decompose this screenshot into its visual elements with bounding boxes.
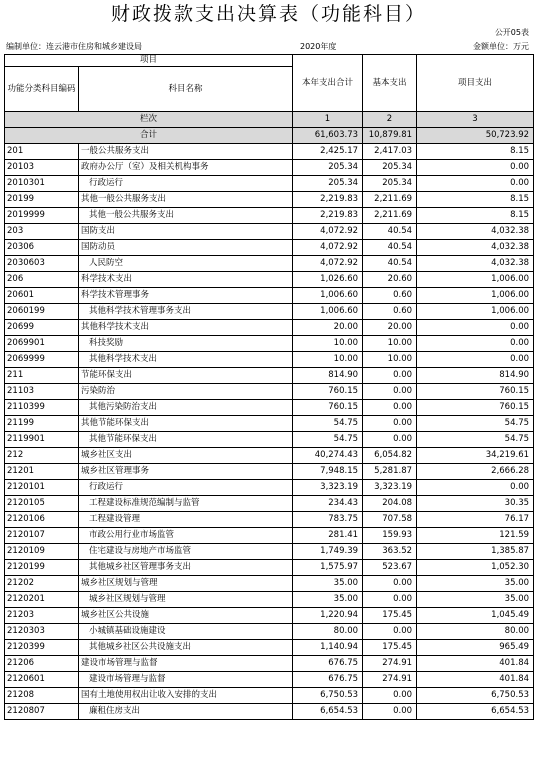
row-code: 21202 <box>5 576 79 592</box>
row-project: 760.15 <box>417 400 534 416</box>
row-name: 其他科学技术管理事务支出 <box>79 304 293 320</box>
header-code: 功能分类科目编码 <box>5 67 79 112</box>
row-name: 其他城乡社区公共设施支出 <box>79 640 293 656</box>
row-total: 7,948.15 <box>293 464 363 480</box>
row-basic: 159.93 <box>363 528 417 544</box>
table-row <box>5 160 534 176</box>
row-project: 4,032.38 <box>417 240 534 256</box>
row-basic: 2,417.03 <box>363 144 417 160</box>
row-total: 4,072.92 <box>293 224 363 240</box>
row-total: 35.00 <box>293 576 363 592</box>
table-row <box>5 672 534 688</box>
row-basic: 0.00 <box>363 400 417 416</box>
row-project: 54.75 <box>417 432 534 448</box>
row-name: 其他一般公共服务支出 <box>79 192 293 208</box>
row-total: 205.34 <box>293 176 363 192</box>
row-name: 其他一般公共服务支出 <box>79 208 293 224</box>
row-name: 节能环保支出 <box>79 368 293 384</box>
money-unit: 金额单位：万元 <box>473 42 529 51</box>
row-code: 2119901 <box>5 432 79 448</box>
total-row <box>5 128 534 144</box>
row-basic: 10.00 <box>363 336 417 352</box>
header-basic: 基本支出 <box>363 55 417 112</box>
row-code: 2019999 <box>5 208 79 224</box>
row-name: 市政公用行业市场监管 <box>79 528 293 544</box>
row-project: 1,006.00 <box>417 272 534 288</box>
row-basic: 0.00 <box>363 384 417 400</box>
row-total: 1,220.94 <box>293 608 363 624</box>
row-total: 10.00 <box>293 336 363 352</box>
row-total: 54.75 <box>293 416 363 432</box>
row-total: 3,323.19 <box>293 480 363 496</box>
row-project: 1,385.87 <box>417 544 534 560</box>
row-total: 1,749.39 <box>293 544 363 560</box>
row-code: 21201 <box>5 464 79 480</box>
row-total: 234.43 <box>293 496 363 512</box>
table-row <box>5 528 534 544</box>
row-basic: 40.54 <box>363 256 417 272</box>
table-row <box>5 256 534 272</box>
row-project: 401.84 <box>417 656 534 672</box>
row-code: 2110399 <box>5 400 79 416</box>
table-row <box>5 592 534 608</box>
row-name: 其他城乡社区管理事务支出 <box>79 560 293 576</box>
table-row <box>5 192 534 208</box>
row-code: 201 <box>5 144 79 160</box>
table-row <box>5 480 534 496</box>
row-total: 1,140.94 <box>293 640 363 656</box>
row-project: 4,032.38 <box>417 256 534 272</box>
row-total: 205.34 <box>293 160 363 176</box>
row-basic: 0.00 <box>363 704 417 720</box>
row-code: 21103 <box>5 384 79 400</box>
row-code: 2060199 <box>5 304 79 320</box>
row-name: 一般公共服务支出 <box>79 144 293 160</box>
row-basic: 2,211.69 <box>363 192 417 208</box>
row-project: 2,666.28 <box>417 464 534 480</box>
table-row <box>5 576 534 592</box>
row-project: 0.00 <box>417 320 534 336</box>
row-basic: 40.54 <box>363 224 417 240</box>
header-row-project <box>5 55 534 67</box>
row-name: 城乡社区支出 <box>79 448 293 464</box>
row-basic: 0.60 <box>363 304 417 320</box>
row-total: 783.75 <box>293 512 363 528</box>
row-name: 其他科学技术支出 <box>79 352 293 368</box>
row-project: 4,032.38 <box>417 224 534 240</box>
row-project: 1,045.49 <box>417 608 534 624</box>
row-total: 676.75 <box>293 656 363 672</box>
row-code: 212 <box>5 448 79 464</box>
table-row <box>5 496 534 512</box>
row-total: 40,274.43 <box>293 448 363 464</box>
row-project: 1,006.00 <box>417 288 534 304</box>
row-total: 35.00 <box>293 592 363 608</box>
row-total: 2,425.17 <box>293 144 363 160</box>
row-name: 住宅建设与房地产市场监管 <box>79 544 293 560</box>
row-project: 6,654.53 <box>417 704 534 720</box>
row-project: 1,052.30 <box>417 560 534 576</box>
row-code: 2120201 <box>5 592 79 608</box>
row-name: 其他节能环保支出 <box>79 416 293 432</box>
total-label: 合计 <box>5 128 293 144</box>
row-code: 20306 <box>5 240 79 256</box>
row-basic: 0.00 <box>363 688 417 704</box>
row-total: 1,006.60 <box>293 304 363 320</box>
report-year: 2020年度 <box>300 42 337 51</box>
row-basic: 0.00 <box>363 592 417 608</box>
row-name: 行政运行 <box>79 480 293 496</box>
row-code: 21203 <box>5 608 79 624</box>
row-basic: 3,323.19 <box>363 480 417 496</box>
row-project: 54.75 <box>417 416 534 432</box>
table-row <box>5 352 534 368</box>
row-name: 污染防治 <box>79 384 293 400</box>
table-row <box>5 320 534 336</box>
row-project: 8.15 <box>417 192 534 208</box>
table-row <box>5 448 534 464</box>
row-name: 工程建设管理 <box>79 512 293 528</box>
row-basic: 0.00 <box>363 576 417 592</box>
row-basic: 20.60 <box>363 272 417 288</box>
row-total: 676.75 <box>293 672 363 688</box>
row-basic: 274.91 <box>363 672 417 688</box>
table-row <box>5 544 534 560</box>
row-code: 20103 <box>5 160 79 176</box>
report-title: 财政拨款支出决算表（功能科目） <box>110 3 426 25</box>
header-project-expense: 项目支出 <box>417 55 534 112</box>
row-code: 2120105 <box>5 496 79 512</box>
table-row <box>5 624 534 640</box>
row-basic: 205.34 <box>363 176 417 192</box>
row-project: 80.00 <box>417 624 534 640</box>
row-total: 1,575.97 <box>293 560 363 576</box>
row-code: 211 <box>5 368 79 384</box>
row-total: 760.15 <box>293 384 363 400</box>
row-project: 0.00 <box>417 336 534 352</box>
row-code: 2069901 <box>5 336 79 352</box>
header-name: 科目名称 <box>79 67 293 112</box>
table-row <box>5 560 534 576</box>
row-code: 20699 <box>5 320 79 336</box>
row-total: 80.00 <box>293 624 363 640</box>
row-code: 2120109 <box>5 544 79 560</box>
table-row <box>5 176 534 192</box>
row-code: 20601 <box>5 288 79 304</box>
table-row <box>5 400 534 416</box>
row-basic: 363.52 <box>363 544 417 560</box>
row-name: 建设市场管理与监督 <box>79 672 293 688</box>
row-total: 1,006.60 <box>293 288 363 304</box>
column-index-3: 3 <box>417 112 534 128</box>
row-project: 0.00 <box>417 352 534 368</box>
row-code: 2010301 <box>5 176 79 192</box>
row-basic: 20.00 <box>363 320 417 336</box>
row-code: 2120199 <box>5 560 79 576</box>
row-name: 城乡社区公共设施 <box>79 608 293 624</box>
row-project: 76.17 <box>417 512 534 528</box>
row-project: 0.00 <box>417 176 534 192</box>
table-row <box>5 368 534 384</box>
row-total: 4,072.92 <box>293 240 363 256</box>
row-basic: 0.00 <box>363 416 417 432</box>
row-code: 21208 <box>5 688 79 704</box>
table-row <box>5 304 534 320</box>
row-name: 建设市场管理与监督 <box>79 656 293 672</box>
row-name: 科学技术支出 <box>79 272 293 288</box>
row-project: 6,750.53 <box>417 688 534 704</box>
expenditure-table <box>4 54 534 720</box>
row-code: 2120107 <box>5 528 79 544</box>
column-index-row <box>5 112 534 128</box>
row-project: 965.49 <box>417 640 534 656</box>
table-row <box>5 704 534 720</box>
row-code: 20199 <box>5 192 79 208</box>
row-name: 廉租住房支出 <box>79 704 293 720</box>
row-total: 6,654.53 <box>293 704 363 720</box>
row-total: 814.90 <box>293 368 363 384</box>
table-row <box>5 288 534 304</box>
total-basic: 10,879.81 <box>363 128 417 144</box>
row-code: 2120399 <box>5 640 79 656</box>
row-project: 34,219.61 <box>417 448 534 464</box>
header-total: 本年支出合计 <box>293 55 363 112</box>
total-project: 50,723.92 <box>417 128 534 144</box>
table-row <box>5 416 534 432</box>
column-index-2: 2 <box>363 112 417 128</box>
row-basic: 523.67 <box>363 560 417 576</box>
header-project: 项目 <box>5 55 293 67</box>
row-project: 1,006.00 <box>417 304 534 320</box>
row-code: 21199 <box>5 416 79 432</box>
table-row <box>5 512 534 528</box>
row-code: 2030603 <box>5 256 79 272</box>
row-total: 760.15 <box>293 400 363 416</box>
row-total: 2,219.83 <box>293 192 363 208</box>
column-index-label: 栏次 <box>5 112 293 128</box>
row-code: 2120303 <box>5 624 79 640</box>
row-project: 814.90 <box>417 368 534 384</box>
row-name: 国防动员 <box>79 240 293 256</box>
table-row <box>5 224 534 240</box>
row-basic: 274.91 <box>363 656 417 672</box>
row-name: 科学技术管理事务 <box>79 288 293 304</box>
row-total: 6,750.53 <box>293 688 363 704</box>
row-name: 工程建设标准规范编制与监管 <box>79 496 293 512</box>
row-basic: 175.45 <box>363 608 417 624</box>
table-row <box>5 688 534 704</box>
table-row <box>5 240 534 256</box>
row-name: 人民防空 <box>79 256 293 272</box>
row-total: 20.00 <box>293 320 363 336</box>
row-basic: 5,281.87 <box>363 464 417 480</box>
table-row <box>5 640 534 656</box>
row-code: 21206 <box>5 656 79 672</box>
row-basic: 0.60 <box>363 288 417 304</box>
table-row <box>5 608 534 624</box>
row-total: 54.75 <box>293 432 363 448</box>
total-sum: 61,603.73 <box>293 128 363 144</box>
row-project: 8.15 <box>417 208 534 224</box>
row-project: 401.84 <box>417 672 534 688</box>
table-row <box>5 144 534 160</box>
table-row <box>5 432 534 448</box>
row-basic: 707.58 <box>363 512 417 528</box>
row-code: 203 <box>5 224 79 240</box>
row-basic: 175.45 <box>363 640 417 656</box>
row-name: 其他科学技术支出 <box>79 320 293 336</box>
row-basic: 205.34 <box>363 160 417 176</box>
row-name: 小城镇基础设施建设 <box>79 624 293 640</box>
row-basic: 0.00 <box>363 624 417 640</box>
row-basic: 6,054.82 <box>363 448 417 464</box>
row-code: 2120101 <box>5 480 79 496</box>
row-name: 城乡社区规划与管理 <box>79 592 293 608</box>
row-total: 1,026.60 <box>293 272 363 288</box>
row-project: 121.59 <box>417 528 534 544</box>
row-total: 10.00 <box>293 352 363 368</box>
row-name: 国有土地使用权出让收入安排的支出 <box>79 688 293 704</box>
form-number: 公开05表 <box>494 28 529 37</box>
row-project: 35.00 <box>417 576 534 592</box>
row-basic: 2,211.69 <box>363 208 417 224</box>
row-basic: 0.00 <box>363 368 417 384</box>
row-basic: 10.00 <box>363 352 417 368</box>
table-row <box>5 384 534 400</box>
row-code: 2120601 <box>5 672 79 688</box>
row-project: 0.00 <box>417 160 534 176</box>
row-basic: 204.08 <box>363 496 417 512</box>
row-basic: 40.54 <box>363 240 417 256</box>
row-total: 2,219.83 <box>293 208 363 224</box>
row-name: 国防支出 <box>79 224 293 240</box>
row-project: 35.00 <box>417 592 534 608</box>
table-row <box>5 336 534 352</box>
row-name: 其他节能环保支出 <box>79 432 293 448</box>
table-row <box>5 272 534 288</box>
row-project: 0.00 <box>417 480 534 496</box>
row-name: 科技奖励 <box>79 336 293 352</box>
row-project: 8.15 <box>417 144 534 160</box>
row-total: 281.41 <box>293 528 363 544</box>
row-name: 城乡社区管理事务 <box>79 464 293 480</box>
compiling-unit: 编制单位：连云港市住房和城乡建设局 <box>6 42 142 51</box>
table-row <box>5 656 534 672</box>
row-project: 760.15 <box>417 384 534 400</box>
row-basic: 0.00 <box>363 432 417 448</box>
row-name: 其他污染防治支出 <box>79 400 293 416</box>
row-project: 30.35 <box>417 496 534 512</box>
table-row <box>5 464 534 480</box>
table-row <box>5 208 534 224</box>
row-code: 2120106 <box>5 512 79 528</box>
row-name: 政府办公厅（室）及相关机构事务 <box>79 160 293 176</box>
row-code: 206 <box>5 272 79 288</box>
row-name: 行政运行 <box>79 176 293 192</box>
row-code: 2069999 <box>5 352 79 368</box>
row-code: 2120807 <box>5 704 79 720</box>
row-name: 城乡社区规划与管理 <box>79 576 293 592</box>
row-total: 4,072.92 <box>293 256 363 272</box>
column-index-1: 1 <box>293 112 363 128</box>
